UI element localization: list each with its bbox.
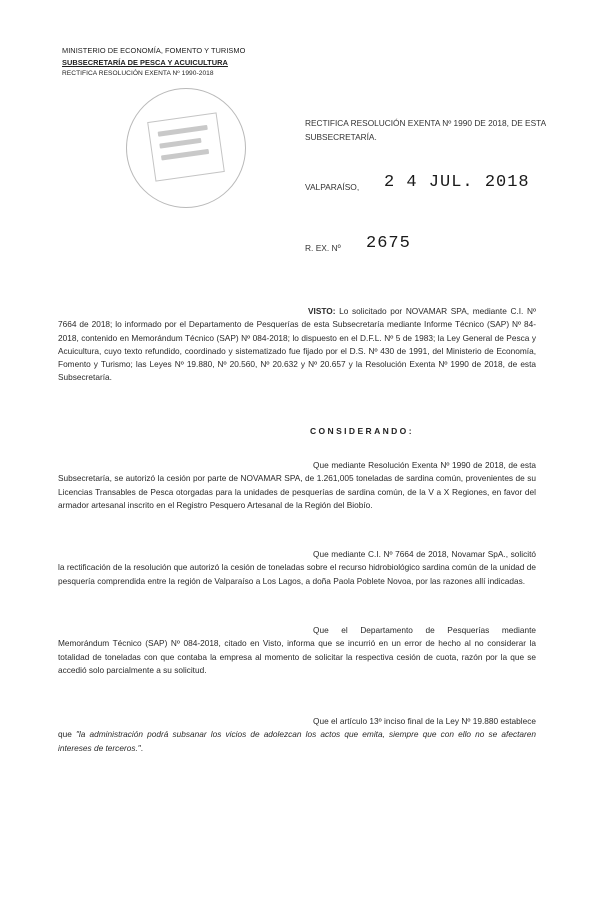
date-stamp: 2 4 JUL. 2018 bbox=[384, 173, 530, 192]
visto-text: Lo solicitado por NOVAMAR SPA, mediante C.I. Nº 7664 de 2018; lo informado por el Departamento de Pesquerías de esta Subsecretaría mediante Informe Técnico (SAP) Nº 84-2018, contenido en Memorándum Técnico (SAP) Nº 084-2018; lo dispuesto en el D.F.L. Nº 5 de 1983; la Ley General de Pesca y Acuicultura, cuyo texto refundido, coordinado y sistematizado fue fijado por el D.S. Nº 430 de 1991, del Ministerio de Economía, Fomento y Turismo; las Leyes Nº 19.880, Nº 20.560, Nº 20.632 y Nº 20.657 y la Resolución Exenta Nº 1990 de 2018, de esta Subsecretaría. bbox=[58, 306, 536, 383]
considerando-paragraph-1 bbox=[58, 459, 536, 512]
visto-paragraph bbox=[58, 305, 536, 385]
resolution-ref: RECTIFICA RESOLUCIÓN EXENTA Nº 1990-2018 bbox=[62, 70, 214, 77]
city-label: VALPARAÍSO, bbox=[305, 182, 360, 192]
paragraph-4-end: . bbox=[140, 742, 144, 753]
paragraph-4-text: Que el artículo 13º inciso final de la Ley Nº 19.880 establece que bbox=[58, 716, 536, 740]
document-subject: RECTIFICA RESOLUCIÓN EXENTA Nº 1990 DE 2018, DE ESTA SUBSECRETARÍA. bbox=[305, 118, 546, 142]
paragraph-2-text: Que mediante C.I. Nº 7664 de 2018, Novamar SpA., solicitó la rectificación de la resolución que autorizó la cesión de toneladas sobre el recurso hidrobiológico sardina común de la unidad de pesquería comprendida entre la región de Valparaíso a Los Lagos, a doña Paola Poblete Novoa, por las razones allí indicadas. bbox=[58, 549, 536, 586]
ministry-name: MINISTERIO DE ECONOMÍA, FOMENTO Y TURISMO bbox=[62, 46, 246, 55]
paragraph-3-text: Que el Departamento de Pesquerías mediante Memorándum Técnico (SAP) Nº 084-2018, citado en Visto, informa que se incurrió en un error de hecho al no considerar la totalidad de toneladas con que contaba la empresa al momento de solicitar la respectiva cesión de cuota, razón por la que se accedió solo parcialmente a su solicitud. bbox=[58, 625, 536, 675]
considerando-paragraph-2 bbox=[58, 548, 536, 588]
paragraph-4-quote: "la administración podrá subsanar los vicios de adolezcan los actos que emita, siempre que con ello no se afectaren intereses de terceros." bbox=[58, 729, 537, 753]
visto-label: VISTO: bbox=[308, 306, 336, 316]
official-seal-stamp bbox=[126, 88, 246, 208]
subsecretaria-name: SUBSECRETARÍA DE PESCA Y ACUICULTURA bbox=[62, 57, 228, 67]
paragraph-1-text: Que mediante Resolución Exenta Nº 1990 de 2018, de esta Subsecretaría, se autorizó la cesión por parte de NOVAMAR SPA, de 1.261,005 toneladas de sardina común, provenientes de su Licencias Transables de Pesca otorgadas para la unidades de pesquerías de sardina común, de la V a X Regiones, en favor del armador artesanal inscrito en el Registro Pesquero Artesanal de la Región del Biobío. bbox=[58, 460, 536, 510]
resolution-label: R. EX. Nº bbox=[305, 243, 341, 253]
considerando-paragraph-3 bbox=[58, 624, 536, 677]
considerando-paragraph-4 bbox=[58, 715, 536, 755]
considerando-heading: CONSIDERANDO: bbox=[310, 426, 414, 436]
stamp-box bbox=[147, 112, 225, 181]
letterhead bbox=[62, 45, 245, 80]
resolution-number: 2675 bbox=[366, 234, 411, 253]
